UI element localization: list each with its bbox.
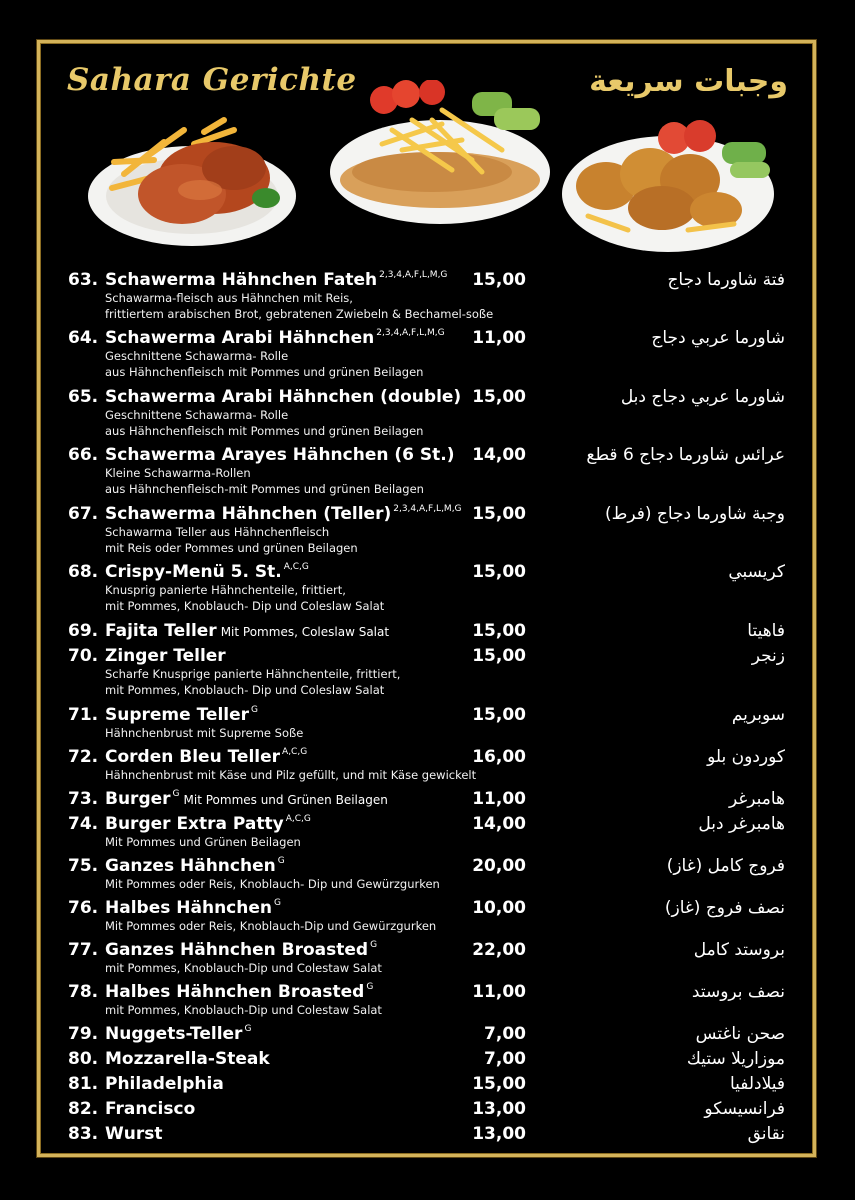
item-name-text: Burger Extra Patty bbox=[105, 814, 284, 834]
item-name-arabic: موزاريلا ستيك bbox=[686, 1049, 785, 1069]
item-number: 77. bbox=[68, 940, 99, 960]
item-name bbox=[105, 1074, 224, 1094]
item-description-line: Mit Pommes oder Reis, Knoblauch- Dip und Gewürzgurken bbox=[105, 877, 440, 891]
item-number: 72. bbox=[68, 747, 99, 767]
item-allergens: G bbox=[251, 705, 259, 715]
item-price: 14,00 bbox=[472, 445, 526, 465]
item-allergens: 2,3,4,A,F,L,M,G bbox=[379, 270, 448, 280]
item-name-arabic: فتة شاورما دجاج bbox=[667, 270, 785, 290]
item-allergens: 2,3,4,A,F,L,M,G bbox=[393, 504, 462, 514]
item-number: 64. bbox=[68, 328, 99, 348]
shawarma-fries-plate-image bbox=[322, 80, 558, 230]
item-name bbox=[105, 789, 388, 809]
menu-title-de: Sahara Gerichte bbox=[67, 62, 357, 98]
item-name bbox=[105, 982, 373, 1002]
item-name-text: Halbes Hähnchen bbox=[105, 898, 272, 918]
item-allergens: A,C,G bbox=[283, 562, 309, 572]
item-price: 16,00 bbox=[472, 747, 526, 767]
item-number: 75. bbox=[68, 856, 99, 876]
item-name bbox=[105, 1124, 162, 1144]
item-name-text: Philadelphia bbox=[105, 1074, 224, 1094]
item-price: 15,00 bbox=[472, 621, 526, 641]
item-name-arabic: شاورما عربي دجاج bbox=[651, 328, 785, 348]
item-number: 82. bbox=[68, 1099, 99, 1119]
item-number: 67. bbox=[68, 504, 99, 524]
item-name-arabic: زنجر bbox=[751, 646, 785, 666]
item-description-line: mit Pommes, Knoblauch-Dip und Colestaw Salat bbox=[105, 961, 382, 975]
item-name-text: Halbes Hähnchen Broasted bbox=[105, 982, 365, 1002]
item-name bbox=[105, 856, 285, 876]
item-name bbox=[105, 646, 226, 666]
item-price: 7,00 bbox=[484, 1024, 526, 1044]
crispy-chicken-plate-image bbox=[558, 120, 778, 256]
item-name-arabic: هامبرغر دبل bbox=[698, 814, 785, 834]
item-description-line: Mit Pommes und Grünen Beilagen bbox=[105, 835, 301, 849]
item-name bbox=[105, 387, 461, 407]
item-name-arabic: نصف بروستد bbox=[691, 982, 785, 1002]
item-description-line: aus Hähnchenfleisch-mit Pommes und grünen Beilagen bbox=[105, 481, 424, 496]
item-name-text: Schawerma Arayes Hähnchen (6 St.) bbox=[105, 445, 455, 465]
item-description-line: mit Pommes, Knoblauch-Dip und Colestaw Salat bbox=[105, 1003, 382, 1017]
item-inline-description: Mit Pommes, Coleslaw Salat bbox=[220, 625, 390, 639]
item-number: 74. bbox=[68, 814, 99, 834]
item-name-arabic: كريسبي bbox=[728, 562, 785, 582]
item-description-line: Schawarma Teller aus Hähnchenfleisch bbox=[105, 525, 330, 539]
item-description-line: Geschnittene Schawarma- Rolle bbox=[105, 408, 289, 422]
item-name bbox=[105, 705, 258, 725]
item-price: 11,00 bbox=[472, 328, 526, 348]
item-price: 15,00 bbox=[472, 387, 526, 407]
item-price: 13,00 bbox=[472, 1124, 526, 1144]
item-name-text: Fajita Teller bbox=[105, 621, 217, 641]
item-allergens: G bbox=[366, 982, 374, 992]
item-number: 83. bbox=[68, 1124, 99, 1144]
item-allergens: G bbox=[172, 789, 180, 799]
item-description-line: Kleine Schawarma-Rollen bbox=[105, 466, 251, 480]
item-number: 73. bbox=[68, 789, 99, 809]
item-name-text: Ganzes Hähnchen bbox=[105, 856, 276, 876]
item-name-text: Schawerma Arabi Hähnchen bbox=[105, 328, 375, 348]
item-number: 81. bbox=[68, 1074, 99, 1094]
item-allergens: A,C,G bbox=[285, 814, 311, 824]
grilled-chicken-plate-image bbox=[84, 112, 300, 252]
item-description-line: mit Pommes, Knoblauch- Dip und Coleslaw Salat bbox=[105, 682, 385, 697]
item-name-arabic: فيلادلفيا bbox=[729, 1074, 785, 1094]
item-name bbox=[105, 1049, 270, 1069]
item-number: 63. bbox=[68, 270, 99, 290]
item-price: 22,00 bbox=[472, 940, 526, 960]
item-name bbox=[105, 328, 445, 348]
item-number: 78. bbox=[68, 982, 99, 1002]
item-name-text: Mozzarella-Steak bbox=[105, 1049, 270, 1069]
item-name-arabic: فرانسيسكو bbox=[704, 1099, 785, 1119]
item-description-line: Geschnittene Schawarma- Rolle bbox=[105, 349, 289, 363]
item-description-line: aus Hähnchenfleisch mit Pommes und grünen Beilagen bbox=[105, 423, 424, 438]
item-name-text: Ganzes Hähnchen Broasted bbox=[105, 940, 369, 960]
item-allergens: G bbox=[273, 898, 281, 908]
item-price: 11,00 bbox=[472, 789, 526, 809]
item-allergens: G bbox=[370, 940, 378, 950]
item-description-line: Hähnchenbrust mit Käse und Pilz gefüllt, und mit Käse gewickelt bbox=[105, 768, 477, 782]
item-name bbox=[105, 1024, 251, 1044]
item-name-text: Schawerma Arabi Hähnchen (double) bbox=[105, 387, 462, 407]
item-price: 15,00 bbox=[472, 705, 526, 725]
item-name bbox=[105, 940, 377, 960]
item-number: 70. bbox=[68, 646, 99, 666]
item-name-text: Schawerma Hähnchen Fateh bbox=[105, 270, 378, 290]
item-description-line: Mit Pommes oder Reis, Knoblauch-Dip und Gewürzgurken bbox=[105, 919, 437, 933]
menu-title-ar: وجبات سريعة bbox=[589, 64, 788, 99]
item-name-text: Crispy-Menü 5. St. bbox=[105, 562, 282, 582]
item-name-arabic: صحن ناغتس bbox=[695, 1024, 785, 1044]
item-description-line: Hähnchenbrust mit Supreme Soße bbox=[105, 726, 304, 740]
item-name-text: Wurst bbox=[105, 1124, 163, 1144]
item-name bbox=[105, 1099, 195, 1119]
item-name-text: Supreme Teller bbox=[105, 705, 250, 725]
item-description-line: mit Pommes, Knoblauch- Dip und Coleslaw Salat bbox=[105, 598, 385, 613]
item-price: 7,00 bbox=[484, 1049, 526, 1069]
item-name-arabic: كوردون بلو bbox=[707, 747, 785, 767]
item-price: 15,00 bbox=[472, 1074, 526, 1094]
item-allergens: 2,3,4,A,F,L,M,G bbox=[376, 328, 445, 338]
item-name bbox=[105, 814, 311, 834]
item-price: 15,00 bbox=[472, 504, 526, 524]
item-allergens: G bbox=[277, 856, 285, 866]
item-name-arabic: فاهيتا bbox=[747, 621, 785, 641]
item-number: 66. bbox=[68, 445, 99, 465]
item-name-arabic: فروج كامل (غاز) bbox=[666, 856, 785, 876]
item-name-arabic: نصف فروج (غاز) bbox=[664, 898, 785, 918]
item-name-text: Nuggets-Teller bbox=[105, 1024, 243, 1044]
item-price: 15,00 bbox=[472, 270, 526, 290]
item-price: 15,00 bbox=[472, 646, 526, 666]
item-price: 20,00 bbox=[472, 856, 526, 876]
item-name-text: Francisco bbox=[105, 1099, 196, 1119]
item-name-arabic: هامبرغر bbox=[728, 789, 785, 809]
item-name-arabic: شاورما عربي دجاج دبل bbox=[620, 387, 785, 407]
item-number: 76. bbox=[68, 898, 99, 918]
item-name-text: Corden Bleu Teller bbox=[105, 747, 281, 767]
item-description-line: mit Reis oder Pommes und grünen Beilagen bbox=[105, 540, 358, 555]
item-allergens: G bbox=[244, 1024, 252, 1034]
item-price: 10,00 bbox=[472, 898, 526, 918]
item-number: 65. bbox=[68, 387, 99, 407]
item-number: 71. bbox=[68, 705, 99, 725]
item-name bbox=[105, 562, 309, 582]
item-name-arabic: سوبريم bbox=[731, 705, 785, 725]
item-name bbox=[105, 445, 455, 465]
item-name bbox=[105, 898, 281, 918]
item-description-line: frittiertem arabischen Brot, gebratenen Zwiebeln & Bechamel-soße bbox=[105, 306, 494, 321]
item-number: 80. bbox=[68, 1049, 99, 1069]
item-name-text: Zinger Teller bbox=[105, 646, 226, 666]
item-name-arabic: وجبة شاورما دجاج (فرط) bbox=[604, 504, 785, 524]
item-price: 15,00 bbox=[472, 562, 526, 582]
item-name-arabic: بروستد كامل bbox=[693, 940, 785, 960]
item-name bbox=[105, 621, 389, 641]
item-price: 13,00 bbox=[472, 1099, 526, 1119]
item-number: 69. bbox=[68, 621, 99, 641]
item-price: 11,00 bbox=[472, 982, 526, 1002]
item-number: 79. bbox=[68, 1024, 99, 1044]
item-price: 14,00 bbox=[472, 814, 526, 834]
item-name-text: Schawerma Hähnchen (Teller) bbox=[105, 504, 392, 524]
item-name-text: Burger bbox=[105, 789, 171, 809]
item-name bbox=[105, 747, 307, 767]
item-name bbox=[105, 504, 462, 524]
item-description-line: aus Hähnchenfleisch mit Pommes und grünen Beilagen bbox=[105, 364, 424, 379]
item-name-arabic: نقانق bbox=[747, 1124, 785, 1144]
item-inline-description: Mit Pommes und Grünen Beilagen bbox=[183, 793, 388, 807]
item-number: 68. bbox=[68, 562, 99, 582]
item-name bbox=[105, 270, 447, 290]
item-name-arabic: عرائس شاورما دجاج 6 قطع bbox=[586, 445, 785, 465]
item-allergens: A,C,G bbox=[282, 747, 308, 757]
item-description-line: Scharfe Knusprige panierte Hähnchenteile, frittiert, bbox=[105, 667, 401, 681]
item-description-line: Schawarma-fleisch aus Hähnchen mit Reis, bbox=[105, 291, 353, 305]
item-description-line: Knusprig panierte Hähnchenteile, frittiert, bbox=[105, 583, 346, 597]
